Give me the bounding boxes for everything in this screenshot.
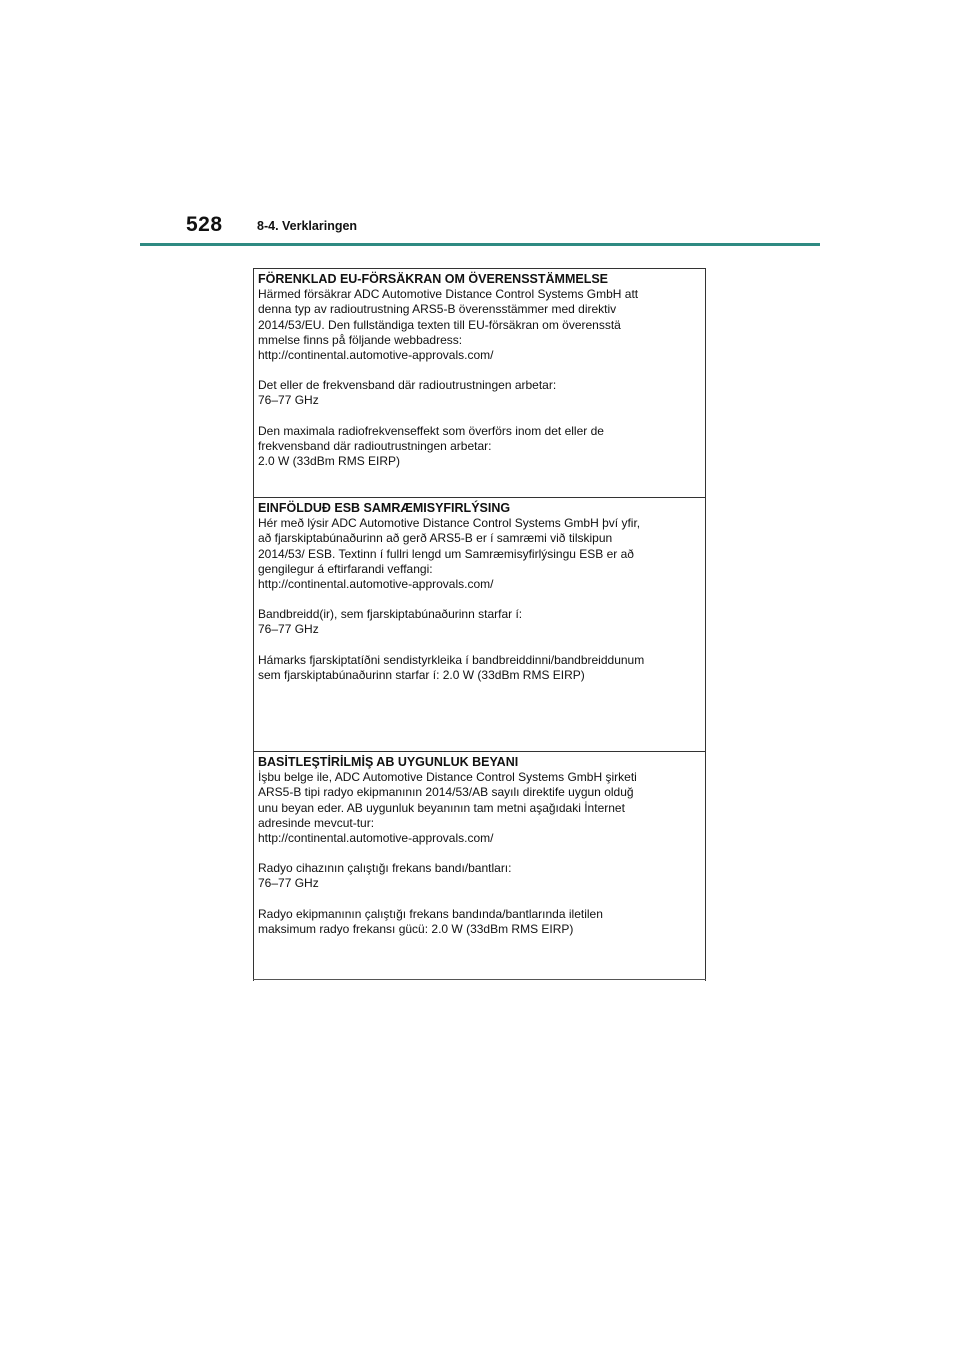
section-title: 8-4. Verklaringen (257, 219, 358, 233)
text-line: 2014/53/ ESB. Textinn í fullri lengd um Samræmisyfirlýsingu ESB er að (258, 546, 634, 561)
declaration-icelandic (254, 497, 705, 751)
power-paragraph (258, 907, 701, 937)
header-rule (140, 243, 820, 246)
text-line: sem fjarskiptabúnaðurinn starfar í: 2.0 W (33dBm RMS EIRP) (258, 667, 585, 682)
text-line: 2014/53/EU. Den fullständiga texten till EU-försäkran om överensstä (258, 317, 621, 332)
text-line: 76–77 GHz (258, 393, 319, 408)
text-line: Härmed försäkrar ADC Automotive Distance Control Systems GmbH att (258, 287, 639, 302)
text-line: Bandbreidd(ir), sem fjarskiptabúnaðurinn starfar í: (258, 607, 523, 622)
url-text: http://continental.automotive-approvals.com/ (258, 831, 494, 846)
declaration-heading: BASİTLEŞTİRİLMİŞ AB UYGUNLUK BEYANI (258, 755, 519, 769)
declaration-paragraph (258, 287, 701, 363)
text-line: maksimum radyo frekansı gücü: 2.0 W (33dBm RMS EIRP) (258, 921, 574, 936)
text-line: Hámarks fjarskiptatíðni sendistyrkleika í bandbreiddinni/bandbreiddunum (258, 652, 645, 667)
box-bottom-rule (253, 979, 706, 980)
text-line: frekvensband där radioutrustningen arbetar: (258, 438, 492, 453)
frequency-paragraph (258, 607, 701, 637)
declaration-swedish (254, 269, 705, 497)
text-line: gengilegur á eftirfarandi veffangi: (258, 561, 433, 576)
frequency-paragraph (258, 861, 701, 891)
declarations-box (253, 268, 706, 981)
power-paragraph (258, 653, 701, 683)
text-line: unu beyan eder. AB uygunluk beyanının tam metni aşağıdaki İnternet (258, 800, 625, 815)
text-line: Hér með lýsir ADC Automotive Distance Control Systems GmbH því yfir, (258, 516, 641, 531)
declaration-heading: EINFÖLDUÐ ESB SAMRÆMISYFIRLÝSING (258, 501, 511, 515)
text-line: mmelse finns på följande webbadress: (258, 332, 463, 347)
power-paragraph (258, 424, 701, 470)
frequency-paragraph (258, 378, 701, 408)
text-line: 76–77 GHz (258, 622, 319, 637)
text-line: 76–77 GHz (258, 876, 319, 891)
declaration-paragraph (258, 516, 701, 592)
text-line: að fjarskiptabúnaðurinn að gerð ARS5-B er í samræmi við tilskipun (258, 531, 613, 546)
url-text: http://continental.automotive-approvals.com/ (258, 348, 494, 363)
text-line: denna typ av radioutrustning ARS5-B överensstämmer med direktiv (258, 302, 617, 317)
text-line: Radyo cihazının çalıştığı frekans bandı/bantları: (258, 861, 512, 876)
text-line: Det eller de frekvensband där radioutrustningen arbetar: (258, 378, 557, 393)
text-line: adresinde mevcut-tur: (258, 815, 375, 830)
page-number: 528 (186, 213, 223, 236)
declaration-heading: FÖRENKLAD EU-FÖRSÄKRAN OM ÖVERENSSTÄMMELSE (258, 272, 609, 286)
text-line: ARS5-B tipi radyo ekipmanının 2014/53/AB sayılı direktife uygun olduğ (258, 785, 634, 800)
text-line: Radyo ekipmanının çalıştığı frekans bandında/bantlarında iletilen (258, 906, 603, 921)
text-line: 2.0 W (33dBm RMS EIRP) (258, 454, 401, 469)
declaration-paragraph (258, 770, 701, 846)
declaration-turkish (254, 751, 705, 982)
text-line: Den maximala radiofrekvenseffekt som överförs inom det eller de (258, 423, 604, 438)
text-line: İşbu belge ile, ADC Automotive Distance Control Systems GmbH şirketi (258, 770, 637, 785)
url-text: http://continental.automotive-approvals.com/ (258, 577, 494, 592)
